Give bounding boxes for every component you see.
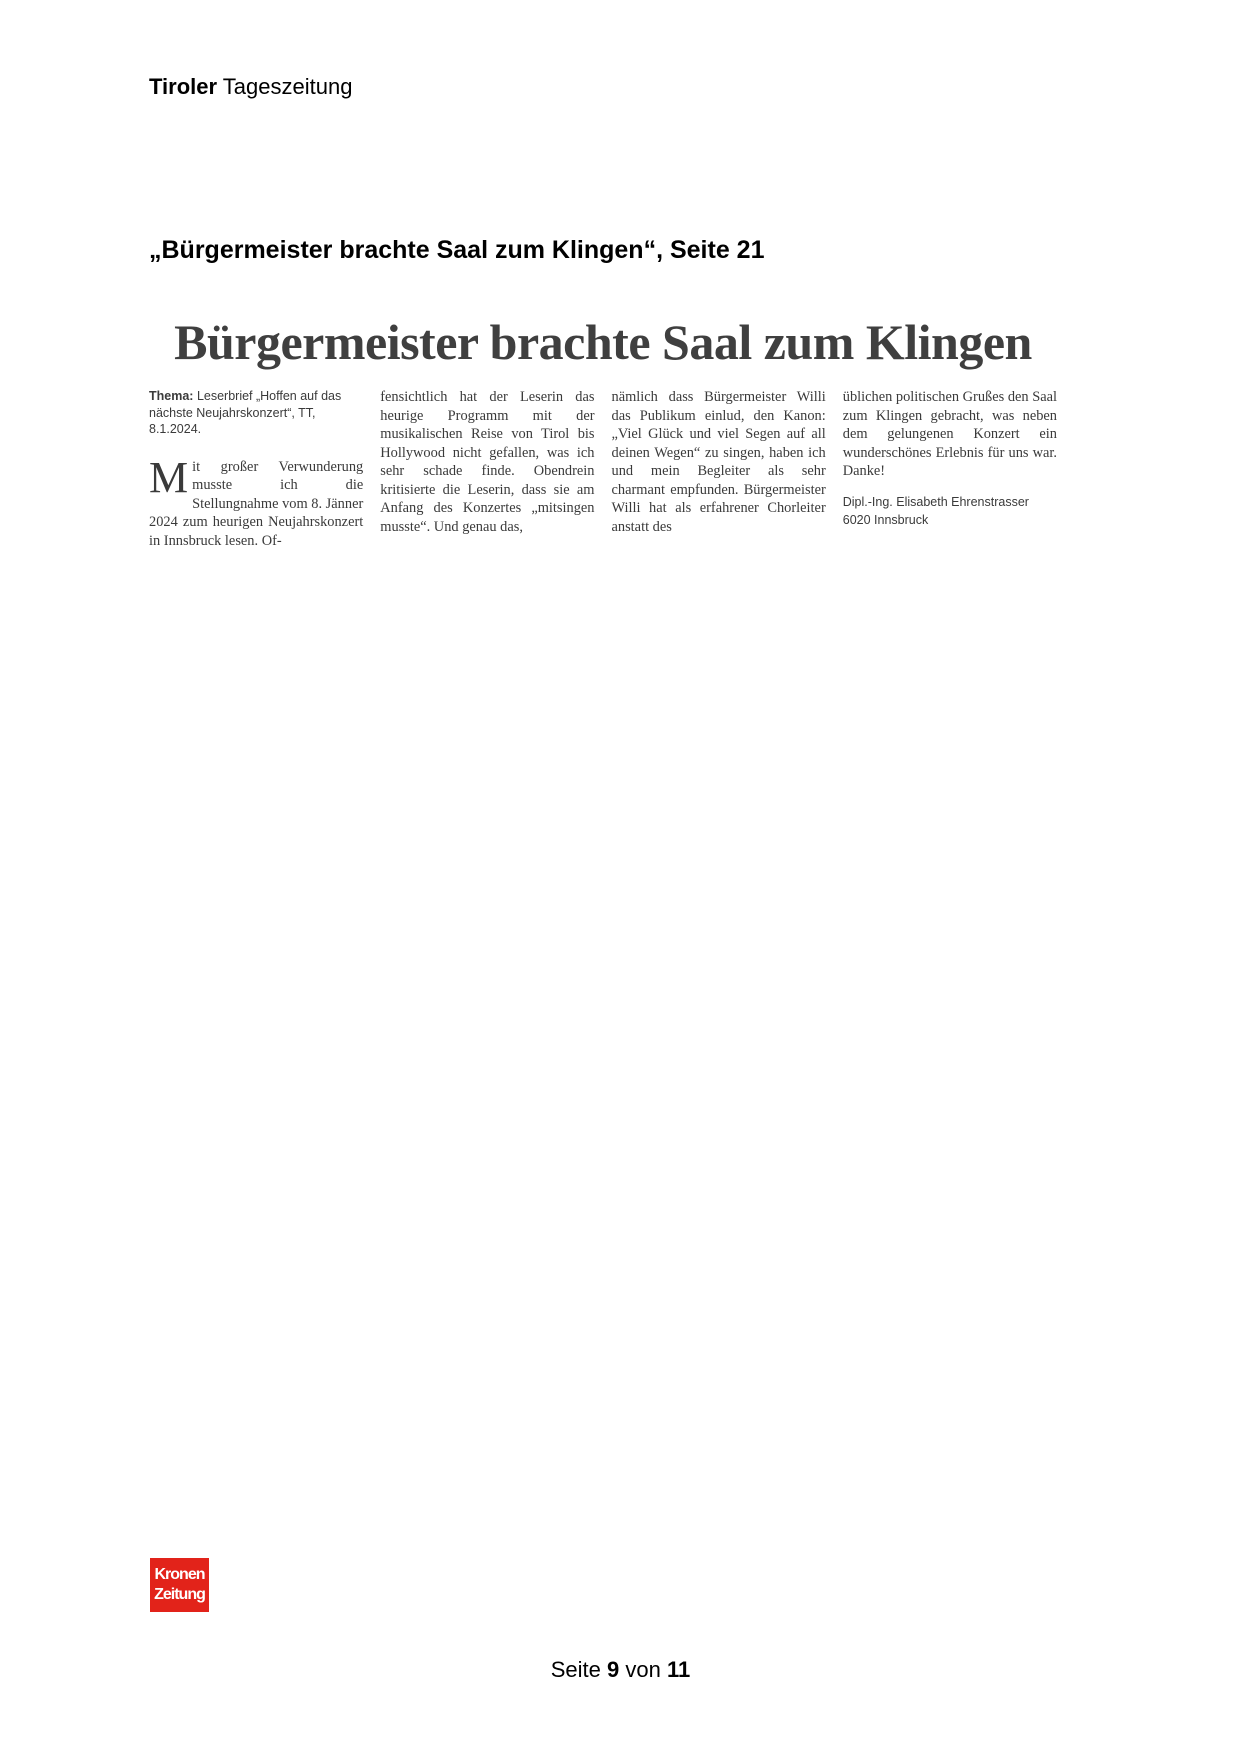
signature-name: Dipl.-Ing. Elisabeth Ehrenstrasser xyxy=(842,494,1029,509)
page-prefix: Seite xyxy=(550,1657,601,1682)
article-columns xyxy=(149,388,1057,550)
logo-line-2: Zeitung xyxy=(154,1586,205,1603)
page-middle: von xyxy=(625,1657,661,1682)
article-headline: Bürgermeister brachte Saal zum Klingen xyxy=(174,314,1032,370)
article-column-1 xyxy=(149,388,363,550)
publication-name-rest: Tageszeitung xyxy=(222,74,353,99)
article-reference-title: „Bürgermeister brachte Saal zum Klingen“, Seite 21 xyxy=(149,236,765,264)
thema-text: Leserbrief „Hoffen auf das nächste Neujahrskonzert“, TT, 8.1.2024. xyxy=(149,389,342,436)
thema-note xyxy=(149,388,363,438)
page-total: 11 xyxy=(667,1657,691,1682)
thema-label: Thema: xyxy=(149,389,194,403)
kronen-zeitung-logo xyxy=(150,1558,209,1612)
drop-cap: M xyxy=(149,452,189,502)
publication-header xyxy=(149,74,352,100)
column-1-text xyxy=(149,452,364,551)
article-column-2 xyxy=(380,388,594,550)
signature-city: 6020 Innsbruck xyxy=(842,512,929,527)
page-number xyxy=(0,1657,1241,1683)
logo-line-1: Kronen xyxy=(154,1566,205,1583)
column-1-body: it großer Verwunderung musste ich die Stellungnahme vom 8. Jänner 2024 zum heurigen Neujahrskonzert in Innsbruck lesen. Of- xyxy=(149,458,364,549)
publication-name-bold: Tiroler xyxy=(149,74,218,99)
article-column-4 xyxy=(843,388,1057,550)
page-current: 9 xyxy=(607,1657,620,1682)
column-4-body: üblichen politischen Grußes den Saal zum Klingen gebracht, was neben dem gelungenen Konzert ein wunderschönes Erlebnis für uns war. Danke! xyxy=(842,389,1057,479)
signature xyxy=(843,493,1057,529)
article-column-3 xyxy=(612,388,826,550)
column-2-body: fensichtlich hat der Leserin das heurige Programm mit der musikalischen Reise von Tirol bis Hollywood nicht gefallen, was ich sehr schade finde. Obendrein kritisierte die Leserin, dass sie am Anfang des Konzertes „mitsingen musste“. Und genau das, xyxy=(380,389,595,535)
column-3-body: nämlich dass Bürgermeister Willi das Publikum einlud, den Kanon: „Viel Glück und viel Segen auf all deinen Wegen“ zu singen, haben ich und mein Begleiter als sehr charmant empfunden. Bürgermeister Willi hat als erfahrener Chorleiter anstatt des xyxy=(611,389,826,535)
newspaper-clipping xyxy=(149,312,1057,550)
